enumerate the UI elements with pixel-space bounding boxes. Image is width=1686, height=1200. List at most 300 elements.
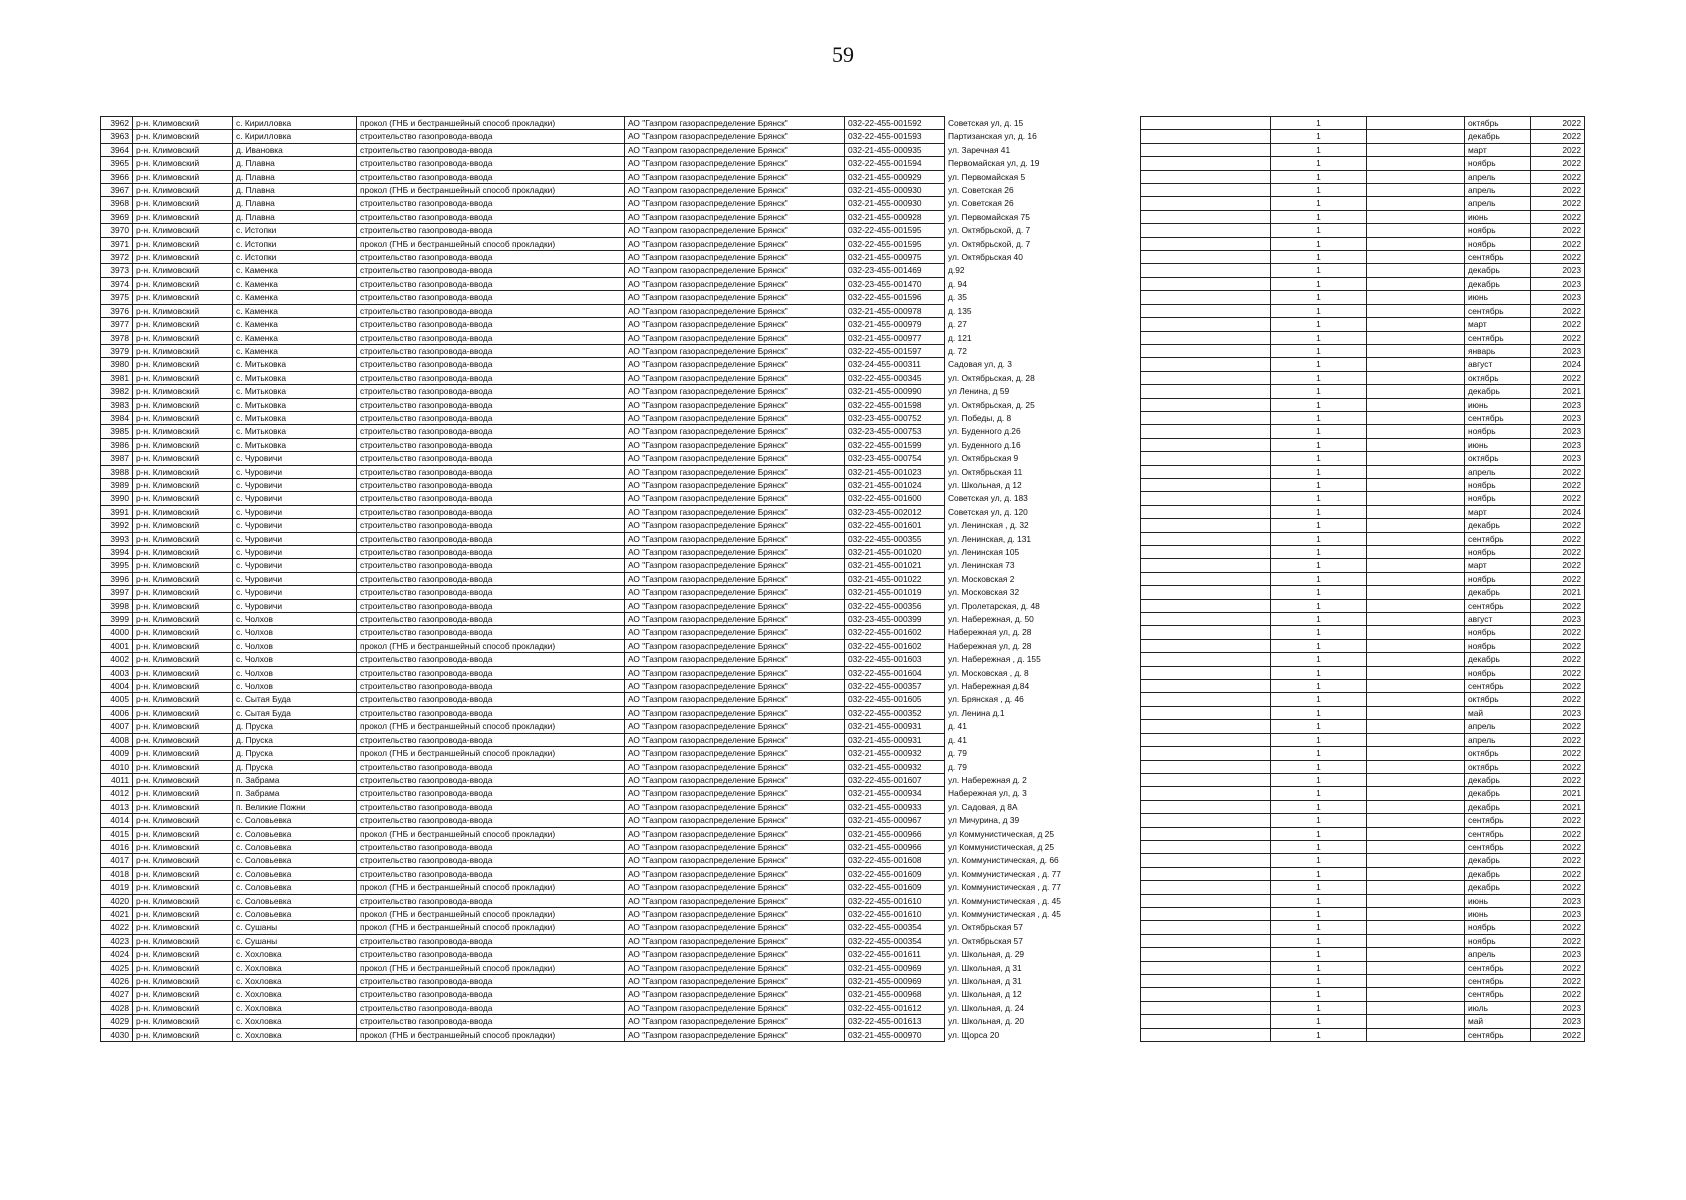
organization-cell: АО "Газпром газораспределение Брянск": [625, 787, 845, 800]
row-number-cell: 3977: [101, 318, 133, 331]
month-cell: сентябрь: [1465, 599, 1531, 612]
month-cell: апрель: [1465, 170, 1531, 183]
district-cell: р-н. Климовский: [133, 157, 233, 170]
work-type-cell: строительство газопровода-ввода: [357, 492, 625, 505]
settlement-cell: с. Соловьевка: [233, 840, 357, 853]
organization-cell: АО "Газпром газораспределение Брянск": [625, 975, 845, 988]
object-code-cell: 032-21-455-001022: [845, 572, 945, 585]
organization-cell: АО "Газпром газораспределение Брянск": [625, 318, 845, 331]
address-cell: ул. Набережная , д. 155: [948, 654, 1041, 665]
address-cell: Садовая ул, д. 3: [948, 359, 1012, 370]
organization-cell: АО "Газпром газораспределение Брянск": [625, 197, 845, 210]
empty-cell: [1367, 546, 1465, 559]
month-cell: июнь: [1465, 291, 1531, 304]
object-code-cell: 032-21-455-000930: [845, 184, 945, 197]
object-code-cell: 032-22-455-000345: [845, 371, 945, 384]
table-row: [101, 814, 1095, 827]
empty-cell: [1367, 344, 1465, 357]
table-row: [101, 478, 1095, 491]
object-code-cell: 032-21-455-000933: [845, 800, 945, 813]
organization-cell: АО "Газпром газораспределение Брянск": [625, 210, 845, 223]
district-cell: р-н. Климовский: [133, 599, 233, 612]
organization-cell: АО "Газпром газораспределение Брянск": [625, 693, 845, 706]
schedule-row: [1141, 653, 1585, 666]
quantity-cell: 1: [1271, 572, 1367, 585]
month-cell: июнь: [1465, 398, 1531, 411]
row-number-cell: 4028: [101, 1001, 133, 1014]
organization-cell: АО "Газпром газораспределение Брянск": [625, 237, 845, 250]
year-cell: 2022: [1531, 559, 1585, 572]
empty-cell: [1367, 358, 1465, 371]
schedule-row: [1141, 586, 1585, 599]
object-code-cell: 032-23-455-000399: [845, 613, 945, 626]
settlement-cell: с. Чуровичи: [233, 532, 357, 545]
table-row: [101, 747, 1095, 760]
object-code-cell: 032-21-455-001023: [845, 465, 945, 478]
work-type-cell: строительство газопровода-ввода: [357, 505, 625, 518]
row-number-cell: 4024: [101, 948, 133, 961]
year-cell: 2023: [1531, 344, 1585, 357]
empty-cell: [1141, 170, 1271, 183]
quantity-cell: 1: [1271, 304, 1367, 317]
quantity-cell: 1: [1271, 251, 1367, 264]
settlement-cell: с. Кирилловка: [233, 130, 357, 143]
empty-cell: [1367, 961, 1465, 974]
row-number-cell: 3994: [101, 546, 133, 559]
address-cell: ул. Буденного д.16: [948, 439, 1021, 450]
month-cell: декабрь: [1465, 586, 1531, 599]
table-row: [101, 733, 1095, 746]
district-cell: р-н. Климовский: [133, 492, 233, 505]
schedule-row: [1141, 452, 1585, 465]
object-code-cell: 032-22-455-001598: [845, 398, 945, 411]
object-code-cell: 032-22-455-001602: [845, 639, 945, 652]
address-cell: ул. Октябрьской, д. 7: [948, 238, 1031, 249]
district-cell: р-н. Климовский: [133, 626, 233, 639]
empty-cell: [1141, 237, 1271, 250]
empty-cell: [1141, 733, 1271, 746]
settlement-cell: с. Хохловка: [233, 988, 357, 1001]
row-number-cell: 4012: [101, 787, 133, 800]
year-cell: 2024: [1531, 505, 1585, 518]
empty-cell: [1367, 318, 1465, 331]
empty-cell: [1141, 747, 1271, 760]
object-code-cell: 032-21-455-000970: [845, 1028, 945, 1041]
work-type-cell: строительство газопровода-ввода: [357, 130, 625, 143]
empty-cell: [1367, 425, 1465, 438]
table-row: [101, 385, 1095, 398]
table-row: [101, 264, 1095, 277]
work-type-cell: строительство газопровода-ввода: [357, 626, 625, 639]
table-row: [101, 760, 1095, 773]
row-number-cell: 3966: [101, 170, 133, 183]
table-row: [101, 1028, 1095, 1041]
table-row: [101, 505, 1095, 518]
table-row: [101, 975, 1095, 988]
schedule-row: [1141, 760, 1585, 773]
organization-cell: АО "Газпром газораспределение Брянск": [625, 639, 845, 652]
object-code-cell: 032-21-455-000977: [845, 331, 945, 344]
table-row: [101, 344, 1095, 357]
settlement-cell: д. Пруска: [233, 747, 357, 760]
month-cell: октябрь: [1465, 452, 1531, 465]
address-cell: ул. Коммунистическая , д. 77: [948, 868, 1061, 879]
empty-cell: [1367, 224, 1465, 237]
month-cell: сентябрь: [1465, 961, 1531, 974]
district-cell: р-н. Климовский: [133, 747, 233, 760]
row-number-cell: 3996: [101, 572, 133, 585]
schedule-row: [1141, 1001, 1585, 1014]
district-cell: р-н. Климовский: [133, 854, 233, 867]
page-number: 59: [832, 42, 854, 67]
district-cell: р-н. Климовский: [133, 706, 233, 719]
month-cell: октябрь: [1465, 371, 1531, 384]
empty-cell: [1141, 921, 1271, 934]
district-cell: р-н. Климовский: [133, 304, 233, 317]
work-type-cell: строительство газопровода-ввода: [357, 532, 625, 545]
month-cell: декабрь: [1465, 277, 1531, 290]
empty-cell: [1141, 130, 1271, 143]
settlement-cell: с. Каменка: [233, 318, 357, 331]
quantity-cell: 1: [1271, 210, 1367, 223]
settlement-cell: с. Чуровичи: [233, 586, 357, 599]
organization-cell: АО "Газпром газораспределение Брянск": [625, 921, 845, 934]
settlement-cell: с. Сытая Буда: [233, 693, 357, 706]
work-type-cell: строительство газопровода-ввода: [357, 599, 625, 612]
address-cell: ул. Коммунистическая , д. 77: [948, 882, 1061, 893]
month-cell: ноябрь: [1465, 224, 1531, 237]
address-cell: Советская ул, д. 183: [948, 493, 1028, 504]
address-cell: д. 79: [948, 761, 967, 772]
work-type-cell: строительство газопровода-ввода: [357, 438, 625, 451]
organization-cell: АО "Газпром газораспределение Брянск": [625, 867, 845, 880]
empty-cell: [1141, 1028, 1271, 1041]
schedule-row: [1141, 720, 1585, 733]
year-cell: 2022: [1531, 197, 1585, 210]
organization-cell: АО "Газпром газораспределение Брянск": [625, 358, 845, 371]
organization-cell: АО "Газпром газораспределение Брянск": [625, 532, 845, 545]
quantity-cell: 1: [1271, 505, 1367, 518]
year-cell: 2023: [1531, 1015, 1585, 1028]
empty-cell: [1141, 934, 1271, 947]
quantity-cell: 1: [1271, 1015, 1367, 1028]
organization-cell: АО "Газпром газораспределение Брянск": [625, 157, 845, 170]
address-cell: д. 27: [948, 319, 967, 330]
quantity-cell: 1: [1271, 264, 1367, 277]
organization-cell: АО "Газпром газораспределение Брянск": [625, 492, 845, 505]
address-cell: ул. Октябрьская 57: [948, 935, 1023, 946]
row-number-cell: 3995: [101, 559, 133, 572]
organization-cell: АО "Газпром газораспределение Брянск": [625, 425, 845, 438]
empty-cell: [1367, 143, 1465, 156]
month-cell: ноябрь: [1465, 478, 1531, 491]
quantity-cell: 1: [1271, 948, 1367, 961]
organization-cell: АО "Газпром газораспределение Брянск": [625, 666, 845, 679]
address-cell: ул. Ленинская 73: [948, 560, 1015, 571]
quantity-cell: 1: [1271, 546, 1367, 559]
year-cell: 2022: [1531, 840, 1585, 853]
address-cell: д. 121: [948, 332, 972, 343]
year-cell: 2022: [1531, 184, 1585, 197]
table-row: [101, 559, 1095, 572]
quantity-cell: 1: [1271, 988, 1367, 1001]
address-cell: ул. Ленинская, д. 131: [948, 533, 1032, 544]
year-cell: 2023: [1531, 264, 1585, 277]
settlement-cell: с. Истопки: [233, 237, 357, 250]
schedule-row: [1141, 478, 1585, 491]
address-cell: ул. Ленина д.1: [948, 707, 1005, 718]
empty-cell: [1367, 398, 1465, 411]
work-type-cell: строительство газопровода-ввода: [357, 224, 625, 237]
month-cell: март: [1465, 143, 1531, 156]
month-cell: декабрь: [1465, 653, 1531, 666]
empty-cell: [1141, 680, 1271, 693]
row-number-cell: 3963: [101, 130, 133, 143]
empty-cell: [1367, 613, 1465, 626]
settlement-cell: с. Чолхов: [233, 666, 357, 679]
schedule-row: [1141, 425, 1585, 438]
settlement-cell: с. Чолхов: [233, 613, 357, 626]
organization-cell: АО "Газпром газораспределение Брянск": [625, 465, 845, 478]
schedule-row: [1141, 224, 1585, 237]
district-cell: р-н. Климовский: [133, 478, 233, 491]
empty-cell: [1367, 934, 1465, 947]
table-row: [101, 1015, 1095, 1028]
month-cell: апрель: [1465, 948, 1531, 961]
address-cell: ул. Буденного д.26: [948, 426, 1021, 437]
district-cell: р-н. Климовский: [133, 814, 233, 827]
empty-cell: [1141, 827, 1271, 840]
district-cell: р-н. Климовский: [133, 934, 233, 947]
district-cell: р-н. Климовский: [133, 237, 233, 250]
district-cell: р-н. Климовский: [133, 318, 233, 331]
empty-cell: [1367, 894, 1465, 907]
empty-cell: [1367, 599, 1465, 612]
address-cell: Набережная ул, д. 3: [948, 788, 1027, 799]
address-cell: ул. Набережная д.84: [948, 681, 1030, 692]
settlement-cell: с. Чолхов: [233, 680, 357, 693]
district-cell: р-н. Климовский: [133, 425, 233, 438]
district-cell: р-н. Климовский: [133, 693, 233, 706]
schedule-row: [1141, 358, 1585, 371]
object-code-cell: 032-22-455-001608: [845, 854, 945, 867]
work-type-cell: прокол (ГНБ и бестраншейный способ прокладки): [357, 117, 625, 130]
organization-cell: АО "Газпром газораспределение Брянск": [625, 773, 845, 786]
organization-cell: АО "Газпром газораспределение Брянск": [625, 291, 845, 304]
empty-cell: [1367, 291, 1465, 304]
empty-cell: [1367, 814, 1465, 827]
row-number-cell: 4025: [101, 961, 133, 974]
schedule-row: [1141, 546, 1585, 559]
year-cell: 2023: [1531, 1001, 1585, 1014]
work-type-cell: строительство газопровода-ввода: [357, 465, 625, 478]
empty-cell: [1141, 157, 1271, 170]
empty-cell: [1141, 1015, 1271, 1028]
organization-cell: АО "Газпром газораспределение Брянск": [625, 385, 845, 398]
month-cell: январь: [1465, 344, 1531, 357]
district-cell: р-н. Климовский: [133, 787, 233, 800]
object-code-cell: 032-21-455-000969: [845, 961, 945, 974]
object-code-cell: 032-23-455-001469: [845, 264, 945, 277]
table-row: [101, 988, 1095, 1001]
quantity-cell: 1: [1271, 385, 1367, 398]
row-number-cell: 4006: [101, 706, 133, 719]
row-number-cell: 3981: [101, 371, 133, 384]
year-cell: 2023: [1531, 452, 1585, 465]
quantity-cell: 1: [1271, 760, 1367, 773]
organization-cell: АО "Газпром газораспределение Брянск": [625, 961, 845, 974]
empty-cell: [1367, 680, 1465, 693]
empty-cell: [1367, 840, 1465, 853]
organization-cell: АО "Газпром газораспределение Брянск": [625, 626, 845, 639]
organization-cell: АО "Газпром газораспределение Брянск": [625, 1001, 845, 1014]
year-cell: 2022: [1531, 975, 1585, 988]
row-number-cell: 3970: [101, 224, 133, 237]
organization-cell: АО "Газпром газораспределение Брянск": [625, 224, 845, 237]
work-type-cell: строительство газопровода-ввода: [357, 1015, 625, 1028]
address-cell: ул. Школьная, д 12: [948, 479, 1022, 490]
empty-cell: [1367, 921, 1465, 934]
quantity-cell: 1: [1271, 197, 1367, 210]
organization-cell: АО "Газпром газораспределение Брянск": [625, 988, 845, 1001]
district-cell: р-н. Климовский: [133, 720, 233, 733]
work-type-cell: строительство газопровода-ввода: [357, 586, 625, 599]
object-code-cell: 032-22-455-001600: [845, 492, 945, 505]
work-type-cell: прокол (ГНБ и бестраншейный способ прокладки): [357, 639, 625, 652]
address-cell: ул. Октябрьская 9: [948, 453, 1019, 464]
table-row: [101, 197, 1095, 210]
settlement-cell: д. Плавна: [233, 210, 357, 223]
work-type-cell: прокол (ГНБ и бестраншейный способ прокладки): [357, 921, 625, 934]
district-cell: р-н. Климовский: [133, 505, 233, 518]
work-type-cell: строительство газопровода-ввода: [357, 331, 625, 344]
empty-cell: [1367, 988, 1465, 1001]
month-cell: декабрь: [1465, 854, 1531, 867]
table-row: [101, 117, 1095, 130]
objects-table: [100, 116, 1095, 1042]
empty-cell: [1367, 666, 1465, 679]
work-type-cell: строительство газопровода-ввода: [357, 840, 625, 853]
settlement-cell: д. Плавна: [233, 184, 357, 197]
settlement-cell: с. Митьковка: [233, 411, 357, 424]
month-cell: ноябрь: [1465, 666, 1531, 679]
year-cell: 2022: [1531, 733, 1585, 746]
district-cell: р-н. Климовский: [133, 224, 233, 237]
object-code-cell: 032-21-455-001020: [845, 546, 945, 559]
row-number-cell: 3997: [101, 586, 133, 599]
settlement-cell: с. Чуровичи: [233, 452, 357, 465]
quantity-cell: 1: [1271, 559, 1367, 572]
address-cell: ул. Школьная, д 31: [948, 962, 1022, 973]
row-number-cell: 3978: [101, 331, 133, 344]
organization-cell: АО "Газпром газораспределение Брянск": [625, 907, 845, 920]
quantity-cell: 1: [1271, 693, 1367, 706]
empty-cell: [1367, 639, 1465, 652]
quantity-cell: 1: [1271, 318, 1367, 331]
organization-cell: АО "Газпром газораспределение Брянск": [625, 827, 845, 840]
object-code-cell: 032-21-455-000975: [845, 251, 945, 264]
year-cell: 2023: [1531, 894, 1585, 907]
table-row: [101, 358, 1095, 371]
quantity-cell: 1: [1271, 666, 1367, 679]
empty-cell: [1141, 599, 1271, 612]
organization-cell: АО "Газпром газораспределение Брянск": [625, 1015, 845, 1028]
object-code-cell: 032-22-455-001601: [845, 519, 945, 532]
empty-cell: [1367, 452, 1465, 465]
organization-cell: АО "Газпром газораспределение Брянск": [625, 934, 845, 947]
address-cell: ул. Школьная, д. 29: [948, 949, 1025, 960]
row-number-cell: 3968: [101, 197, 133, 210]
object-code-cell: 032-21-455-000934: [845, 787, 945, 800]
work-type-cell: строительство газопровода-ввода: [357, 143, 625, 156]
quantity-cell: 1: [1271, 277, 1367, 290]
row-number-cell: 3993: [101, 532, 133, 545]
table-row: [101, 572, 1095, 585]
object-code-cell: 032-21-455-000967: [845, 814, 945, 827]
month-cell: март: [1465, 505, 1531, 518]
settlement-cell: с. Кирилловка: [233, 117, 357, 130]
organization-cell: АО "Газпром газораспределение Брянск": [625, 706, 845, 719]
empty-cell: [1367, 907, 1465, 920]
year-cell: 2022: [1531, 693, 1585, 706]
district-cell: р-н. Климовский: [133, 586, 233, 599]
work-type-cell: строительство газопровода-ввода: [357, 277, 625, 290]
empty-cell: [1141, 291, 1271, 304]
district-cell: р-н. Климовский: [133, 948, 233, 961]
work-type-cell: строительство газопровода-ввода: [357, 666, 625, 679]
empty-cell: [1141, 773, 1271, 786]
settlement-cell: д. Пруска: [233, 760, 357, 773]
row-number-cell: 3964: [101, 143, 133, 156]
quantity-cell: 1: [1271, 224, 1367, 237]
year-cell: 2022: [1531, 599, 1585, 612]
row-number-cell: 3986: [101, 438, 133, 451]
schedule-row: [1141, 331, 1585, 344]
month-cell: апрель: [1465, 720, 1531, 733]
address-cell: Советская ул, д. 15: [948, 118, 1024, 128]
work-type-cell: строительство газопровода-ввода: [357, 411, 625, 424]
empty-cell: [1367, 693, 1465, 706]
schedule-row: [1141, 733, 1585, 746]
schedule-row: [1141, 881, 1585, 894]
organization-cell: АО "Газпром газораспределение Брянск": [625, 519, 845, 532]
empty-cell: [1367, 170, 1465, 183]
quantity-cell: 1: [1271, 184, 1367, 197]
object-code-cell: 032-22-455-001607: [845, 773, 945, 786]
quantity-cell: 1: [1271, 613, 1367, 626]
month-cell: ноябрь: [1465, 492, 1531, 505]
schedule-row: [1141, 532, 1585, 545]
quantity-cell: 1: [1271, 907, 1367, 920]
empty-cell: [1141, 881, 1271, 894]
work-type-cell: строительство газопровода-ввода: [357, 572, 625, 585]
organization-cell: АО "Газпром газораспределение Брянск": [625, 800, 845, 813]
quantity-cell: 1: [1271, 840, 1367, 853]
table-row: [101, 143, 1095, 156]
work-type-cell: строительство газопровода-ввода: [357, 706, 625, 719]
organization-cell: АО "Газпром газораспределение Брянск": [625, 251, 845, 264]
organization-cell: АО "Газпром газораспределение Брянск": [625, 894, 845, 907]
table-row: [101, 291, 1095, 304]
table-row: [101, 1001, 1095, 1014]
work-type-cell: строительство газопровода-ввода: [357, 693, 625, 706]
year-cell: 2022: [1531, 210, 1585, 223]
empty-cell: [1367, 854, 1465, 867]
settlement-cell: с. Митьковка: [233, 398, 357, 411]
schedule-row: [1141, 264, 1585, 277]
organization-cell: АО "Газпром газораспределение Брянск": [625, 478, 845, 491]
schedule-row: [1141, 1015, 1585, 1028]
